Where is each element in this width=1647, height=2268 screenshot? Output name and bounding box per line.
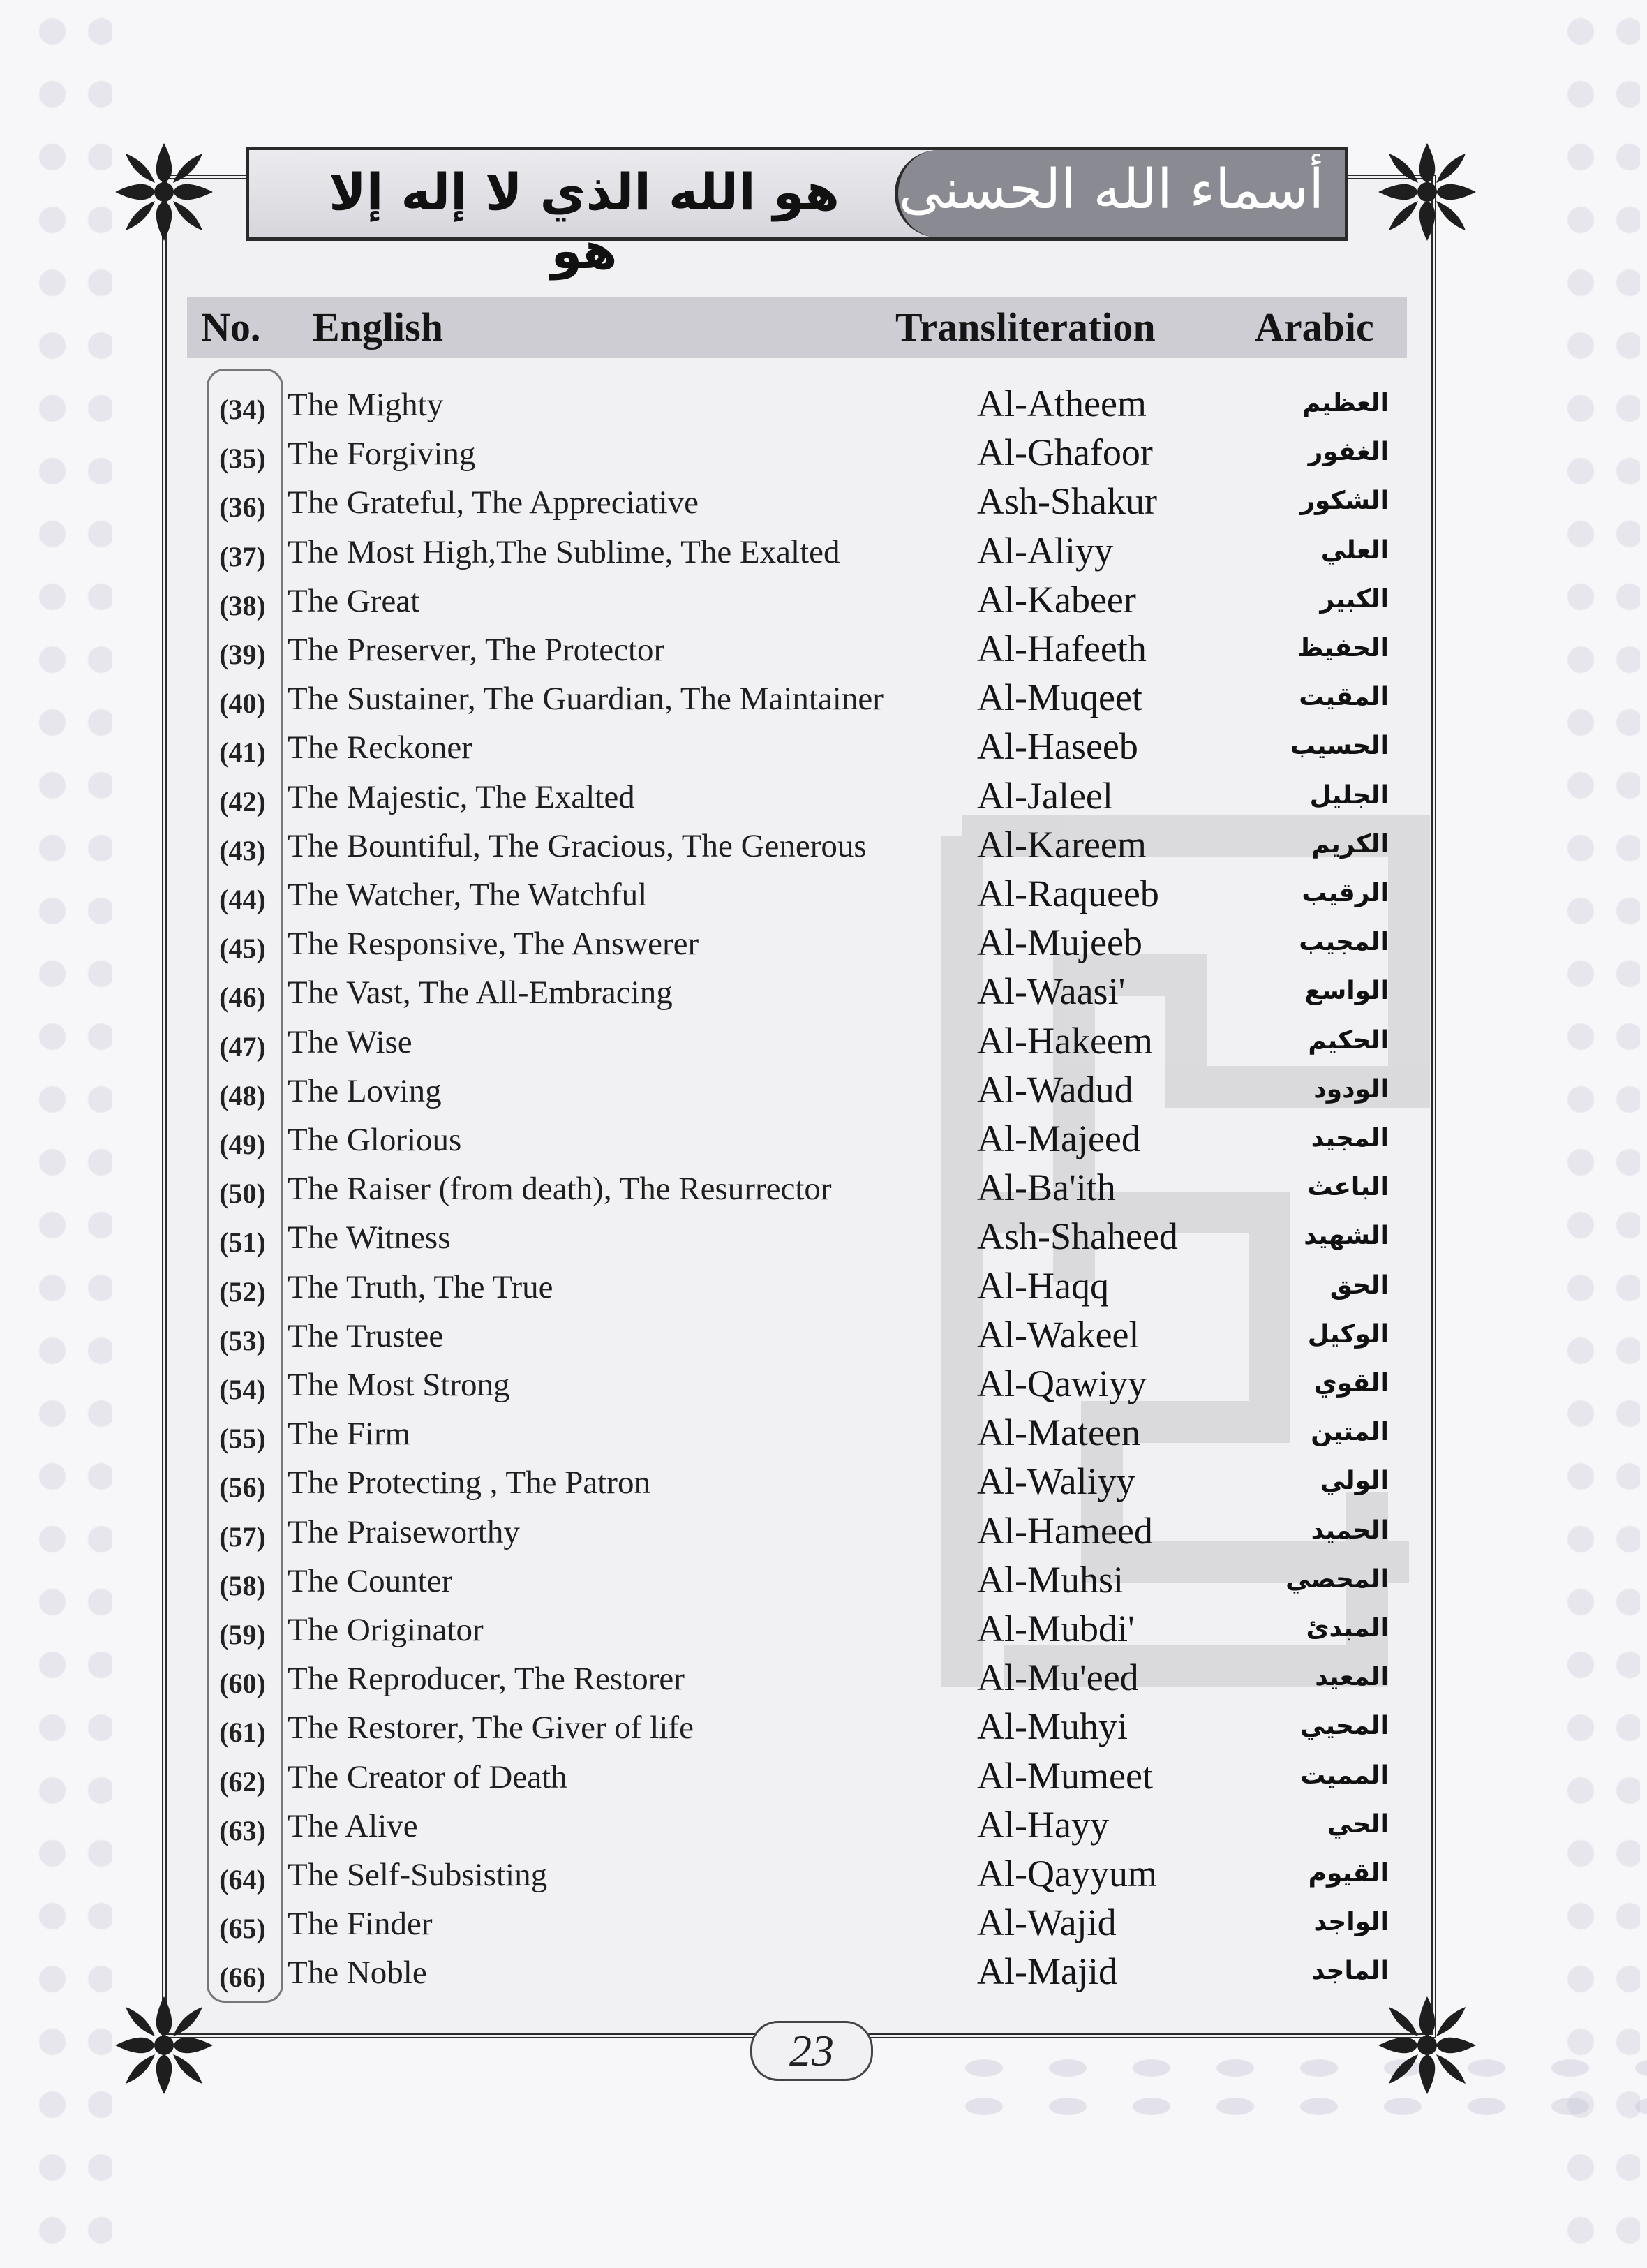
name-english: The Sustainer, The Guardian, The Maintainer <box>288 681 884 718</box>
table-row <box>0 1263 1647 1312</box>
corner-ornament-icon <box>1375 1993 1480 2098</box>
name-transliteration: Al-Hafeeth <box>977 628 1147 669</box>
name-number: (55) <box>219 1423 266 1455</box>
name-english: The Counter <box>288 1562 453 1599</box>
column-header-transliteration: Transliteration <box>895 304 1156 350</box>
name-arabic: الكريم <box>1311 829 1389 859</box>
name-transliteration: Al-Atheem <box>977 383 1147 424</box>
name-transliteration: Al-Raqueeb <box>977 873 1159 914</box>
name-arabic: المجيب <box>1299 928 1389 957</box>
name-arabic: المحيي <box>1299 1712 1389 1741</box>
name-arabic: الغفور <box>1308 438 1389 467</box>
name-arabic: الكبير <box>1320 584 1389 614</box>
name-number: (59) <box>219 1619 266 1650</box>
table-row <box>0 625 1647 674</box>
name-transliteration: Al-Mumeet <box>977 1754 1153 1797</box>
name-arabic: المقيت <box>1299 683 1389 712</box>
column-header-number: No. <box>201 304 261 350</box>
name-arabic: القوي <box>1313 1369 1389 1398</box>
name-arabic: المميت <box>1300 1761 1389 1790</box>
name-transliteration: Al-Kabeer <box>977 578 1136 621</box>
name-english: The Self-Subsisting <box>288 1857 548 1893</box>
name-english: The Most Strong <box>288 1367 510 1403</box>
name-english: The Trustee <box>288 1317 444 1354</box>
name-transliteration: Al-Majid <box>977 1950 1117 1993</box>
name-number: (62) <box>219 1765 266 1798</box>
name-transliteration: Al-Wakeel <box>977 1313 1140 1356</box>
name-transliteration: Al-Mu'eed <box>977 1656 1139 1699</box>
table-row <box>0 1557 1647 1606</box>
name-number: (37) <box>219 540 266 572</box>
name-transliteration: Al-Kareem <box>977 823 1147 866</box>
name-transliteration: Al-Hakeem <box>977 1019 1153 1062</box>
name-number: (65) <box>219 1913 266 1945</box>
header-banner <box>246 147 1348 280</box>
table-row <box>0 1508 1647 1557</box>
table-row <box>0 1802 1647 1851</box>
table-row <box>0 1116 1647 1164</box>
name-arabic: الباعث <box>1307 1173 1389 1202</box>
name-transliteration: Al-Waliyy <box>977 1460 1135 1503</box>
column-header-english: English <box>313 304 443 350</box>
name-transliteration: Al-Mubdi' <box>977 1608 1135 1650</box>
name-number: (34) <box>219 394 266 425</box>
name-transliteration: Al-Muhyi <box>977 1705 1128 1748</box>
table-row <box>0 1753 1647 1802</box>
name-arabic: المتين <box>1311 1418 1389 1447</box>
name-arabic: القيوم <box>1308 1859 1389 1888</box>
name-transliteration: Al-Aliyy <box>977 529 1113 572</box>
name-english: The Protecting , The Patron <box>288 1465 650 1502</box>
name-arabic: العلي <box>1320 535 1389 565</box>
name-english: The Alive <box>288 1807 418 1844</box>
name-english: The Most High,The Sublime, The Exalted <box>288 533 840 570</box>
name-transliteration: Al-Haseeb <box>977 725 1138 768</box>
table-row <box>0 1458 1647 1507</box>
name-number: (64) <box>219 1864 266 1895</box>
name-english: The Restorer, The Giver of life <box>288 1710 694 1747</box>
name-arabic: الشكور <box>1300 487 1389 516</box>
name-english: The Finder <box>288 1906 433 1943</box>
table-row <box>0 1018 1647 1067</box>
name-english: The Praiseworthy <box>288 1513 520 1550</box>
table-row <box>0 919 1647 968</box>
name-number: (61) <box>219 1717 266 1749</box>
name-arabic: الحسيب <box>1290 732 1389 761</box>
name-transliteration: Al-Wadud <box>977 1068 1133 1111</box>
name-number: (36) <box>219 491 266 524</box>
table-row <box>0 1213 1647 1262</box>
name-english: The Wise <box>288 1023 412 1060</box>
name-number: (39) <box>219 639 266 670</box>
corner-ornament-icon <box>112 140 216 244</box>
corner-ornament-icon <box>1375 140 1480 244</box>
table-header-row <box>187 297 1407 358</box>
header-title-tab <box>895 150 1345 237</box>
name-arabic: الواسع <box>1304 977 1389 1006</box>
name-english: The Raiser (from death), The Resurrector <box>288 1171 832 1208</box>
name-english: The Bountiful, The Gracious, The Generous <box>288 827 867 864</box>
name-transliteration: Al-Jaleel <box>977 774 1113 817</box>
corner-ornament-icon <box>112 1993 216 2098</box>
table-row <box>0 577 1647 625</box>
name-transliteration: Al-Muqeet <box>977 676 1142 719</box>
column-header-arabic: Arabic <box>1255 304 1374 350</box>
name-number: (41) <box>219 736 266 769</box>
name-arabic: الواجد <box>1313 1908 1389 1937</box>
name-transliteration: Ash-Shakur <box>977 480 1157 523</box>
name-arabic: المبدئ <box>1306 1614 1389 1643</box>
name-arabic: الوكيل <box>1307 1319 1389 1349</box>
name-number: (53) <box>219 1324 266 1356</box>
table-row <box>0 380 1647 429</box>
name-english: The Originator <box>288 1612 484 1648</box>
name-arabic: المحصي <box>1285 1564 1389 1594</box>
table-row <box>0 528 1647 577</box>
table-row <box>0 870 1647 919</box>
bottom-edge-ornament-pattern <box>942 2049 1647 2126</box>
name-number: (54) <box>219 1374 266 1405</box>
name-english: The Mighty <box>288 387 444 423</box>
name-transliteration: Al-Hameed <box>977 1509 1153 1552</box>
name-transliteration: Al-Muhsi <box>977 1558 1124 1601</box>
name-arabic: الحميد <box>1311 1515 1389 1545</box>
name-transliteration: Al-Haqq <box>977 1264 1109 1307</box>
name-english: The Noble <box>288 1955 427 1992</box>
header-title: أسماء الله الحسنى <box>898 158 1324 221</box>
name-arabic: الودود <box>1313 1074 1389 1104</box>
header-phrase: هو الله الذي لا إله إلا هو <box>329 163 840 280</box>
table-row <box>0 1703 1647 1752</box>
name-transliteration: Al-Mujeeb <box>977 921 1142 964</box>
name-transliteration: Al-Mateen <box>977 1411 1140 1454</box>
name-arabic: الولي <box>1320 1467 1389 1496</box>
name-number: (48) <box>219 1079 266 1111</box>
name-transliteration: Al-Wajid <box>977 1902 1117 1944</box>
table-row <box>0 968 1647 1017</box>
name-number: (57) <box>219 1520 266 1552</box>
name-arabic: المعيد <box>1315 1663 1389 1692</box>
table-row <box>0 674 1647 723</box>
name-number: (47) <box>219 1030 266 1062</box>
name-english: The Reproducer, The Restorer <box>288 1661 685 1698</box>
name-number: (35) <box>219 443 266 475</box>
name-arabic: العظيم <box>1302 389 1389 417</box>
name-english: The Responsive, The Answerer <box>288 926 699 963</box>
name-english: The Creator of Death <box>288 1758 567 1795</box>
table-row <box>0 1409 1647 1458</box>
name-english: The Majestic, The Exalted <box>288 778 635 815</box>
name-english: The Reckoner <box>288 729 472 766</box>
name-number: (49) <box>219 1129 266 1160</box>
name-english: The Preserver, The Protector <box>288 632 665 668</box>
table-row <box>0 1164 1647 1213</box>
name-arabic: الحكيم <box>1308 1025 1389 1055</box>
name-number: (51) <box>219 1226 266 1259</box>
name-english: The Truth, The True <box>288 1268 553 1305</box>
name-english: The Vast, The All-Embracing <box>288 974 673 1011</box>
table-row <box>0 429 1647 478</box>
table-row <box>0 1899 1647 1948</box>
name-arabic: الشهيد <box>1304 1222 1389 1251</box>
name-number: (43) <box>219 834 266 866</box>
name-english: The Watcher, The Watchful <box>288 877 648 913</box>
name-english: The Firm <box>288 1416 411 1453</box>
name-transliteration: Al-Hayy <box>977 1803 1109 1846</box>
name-transliteration: Al-Majeed <box>977 1118 1140 1159</box>
name-number: (50) <box>219 1178 266 1210</box>
name-number: (66) <box>219 1962 266 1994</box>
name-transliteration: Al-Ghafoor <box>977 431 1153 474</box>
name-arabic: الحق <box>1329 1270 1389 1300</box>
name-number: (58) <box>219 1569 266 1601</box>
name-number: (42) <box>219 785 266 817</box>
name-arabic: الجليل <box>1309 780 1389 810</box>
table-row <box>0 1851 1647 1899</box>
table-row <box>0 1606 1647 1654</box>
name-arabic: الرقيب <box>1302 879 1389 907</box>
name-transliteration: Al-Qayyum <box>977 1853 1157 1895</box>
name-arabic: الحي <box>1327 1809 1389 1839</box>
table-row <box>0 1948 1647 1997</box>
name-number: (56) <box>219 1472 266 1504</box>
name-number: (46) <box>219 981 266 1014</box>
name-number: (40) <box>219 688 266 720</box>
name-english: The Glorious <box>288 1122 462 1158</box>
name-english: The Great <box>288 582 420 619</box>
table-row <box>0 1361 1647 1409</box>
name-arabic: الماجد <box>1311 1957 1389 1986</box>
table-row <box>0 478 1647 527</box>
name-english: The Loving <box>288 1072 442 1109</box>
name-number: (63) <box>219 1814 266 1846</box>
name-number: (38) <box>219 589 266 621</box>
name-number: (52) <box>219 1275 266 1307</box>
name-transliteration: Al-Qawiyy <box>977 1363 1147 1404</box>
name-english: The Forgiving <box>288 436 476 473</box>
page-number: 23 <box>750 2021 873 2081</box>
name-arabic: الحفيظ <box>1297 634 1389 662</box>
table-row <box>0 1067 1647 1116</box>
name-english: The Grateful, The Appreciative <box>288 484 699 521</box>
name-number: (44) <box>219 884 266 915</box>
name-number: (60) <box>219 1668 266 1700</box>
name-arabic: المجيد <box>1311 1124 1389 1152</box>
table-row <box>0 723 1647 772</box>
table-row <box>0 822 1647 870</box>
table-row <box>0 773 1647 822</box>
name-number: (45) <box>219 933 266 965</box>
name-transliteration: Ash-Shaheed <box>977 1215 1178 1258</box>
table-row <box>0 1654 1647 1703</box>
table-row <box>0 1312 1647 1361</box>
name-transliteration: Al-Waasi' <box>977 970 1126 1013</box>
name-english: The Witness <box>288 1220 451 1257</box>
name-transliteration: Al-Ba'ith <box>977 1166 1116 1209</box>
